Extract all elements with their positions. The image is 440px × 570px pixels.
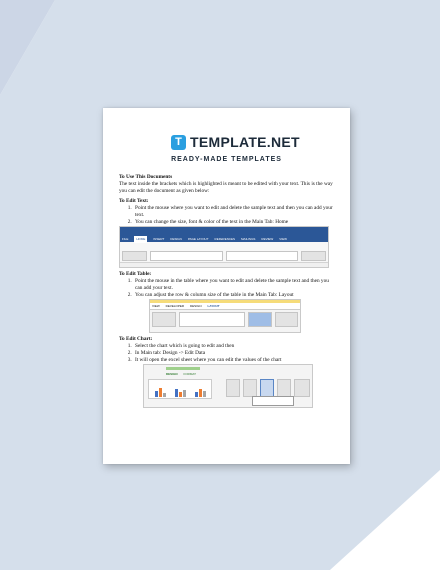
paste-icon	[122, 251, 147, 261]
tab-references: REFERENCES	[214, 236, 236, 241]
list-item: 1. Point the mouse in the table where you want to edit and delete the sample text and then you can add your text.	[133, 278, 337, 292]
edit-table-steps	[119, 278, 337, 299]
chart-thumbnail-icon	[195, 387, 206, 397]
document-page	[103, 108, 350, 464]
tab-view: VIEW	[279, 236, 287, 241]
tab-design: DESIGN	[190, 303, 202, 308]
tab-insert: INSERT	[153, 236, 165, 241]
tagline: READY-MADE TEMPLATES	[171, 156, 282, 163]
logo-text: TEMPLATE.NET	[190, 134, 300, 150]
list-item: 1. Select the chart which is going to edit and then	[133, 343, 337, 350]
ribbon-tabs	[120, 236, 328, 242]
tab-mailings: MAILINGS	[241, 236, 256, 241]
edit-data-icon	[260, 379, 274, 397]
tab-home: HOME	[136, 236, 146, 241]
word-home-ribbon-screenshot	[119, 226, 329, 268]
styles-icon	[301, 251, 326, 261]
list-item: 2. In Main tab: Design -> Edit Data	[133, 350, 337, 357]
list-item: 3. It will open the excel sheet where you can edit the values of the chart	[133, 357, 337, 364]
edit-text-heading: To Edit Text:	[119, 198, 149, 204]
chart-ribbon-tabs	[166, 371, 196, 378]
tab-design: DESIGN	[170, 236, 182, 241]
use-text: The text inside the brackets which is highlighted is meant to be edited with your text. This is the way you can edit the document as given below:	[119, 181, 333, 194]
word-chart-tools-screenshot	[143, 364, 313, 408]
tab-design: DESIGN	[166, 372, 178, 376]
chart-style-gallery	[148, 379, 212, 399]
refresh-data-icon	[277, 379, 291, 397]
switch-row-column-icon	[226, 379, 240, 397]
group-captions	[120, 262, 328, 267]
home-toolbar	[120, 249, 328, 263]
tab-view: VIEW	[152, 303, 160, 308]
tab-layout: LAYOUT	[207, 303, 220, 308]
cell-size-group	[179, 312, 246, 327]
tab-format: FORMAT	[183, 372, 196, 376]
paragraph-group	[226, 251, 298, 261]
chart-tools-bar	[166, 367, 200, 370]
chart-thumbnail-icon	[175, 387, 186, 397]
font-group	[150, 251, 222, 261]
list-item: 2. You can adjust the row & column size of the table in the Main Tab: Layout	[133, 292, 337, 299]
list-item: 2. You can change the size, font & color of the text in the Main Tab: Home	[133, 219, 337, 226]
tab-file: FILE	[122, 236, 129, 241]
edit-text-steps	[119, 205, 337, 226]
text-direction-icon	[275, 312, 299, 327]
alignment-icon	[248, 312, 272, 327]
autofit-icon	[152, 312, 176, 327]
tab-review: REVIEW	[261, 236, 274, 241]
change-chart-type-icon	[294, 379, 310, 397]
chart-thumbnail-icon	[155, 387, 166, 397]
document-body	[119, 174, 337, 408]
ribbon-tabs	[150, 303, 300, 310]
edit-chart-heading: To Edit Chart:	[119, 336, 153, 342]
template-logo	[171, 134, 300, 150]
data-group	[226, 379, 310, 397]
list-item: 1. Point the mouse where you want to edit and delete the sample text and then you can add your text.	[133, 205, 337, 219]
edit-table-heading: To Edit Table:	[119, 271, 152, 277]
select-data-icon	[243, 379, 257, 397]
tab-developer: DEVELOPER	[165, 303, 185, 308]
word-layout-ribbon-screenshot	[149, 299, 301, 333]
edit-chart-steps	[119, 343, 337, 364]
layout-toolbar	[152, 312, 298, 327]
tab-page-layout: PAGE LAYOUT	[187, 236, 209, 241]
edit-data-dropdown	[252, 396, 294, 406]
logo-icon: T	[171, 135, 186, 150]
use-heading: To Use This Documents	[119, 174, 173, 180]
